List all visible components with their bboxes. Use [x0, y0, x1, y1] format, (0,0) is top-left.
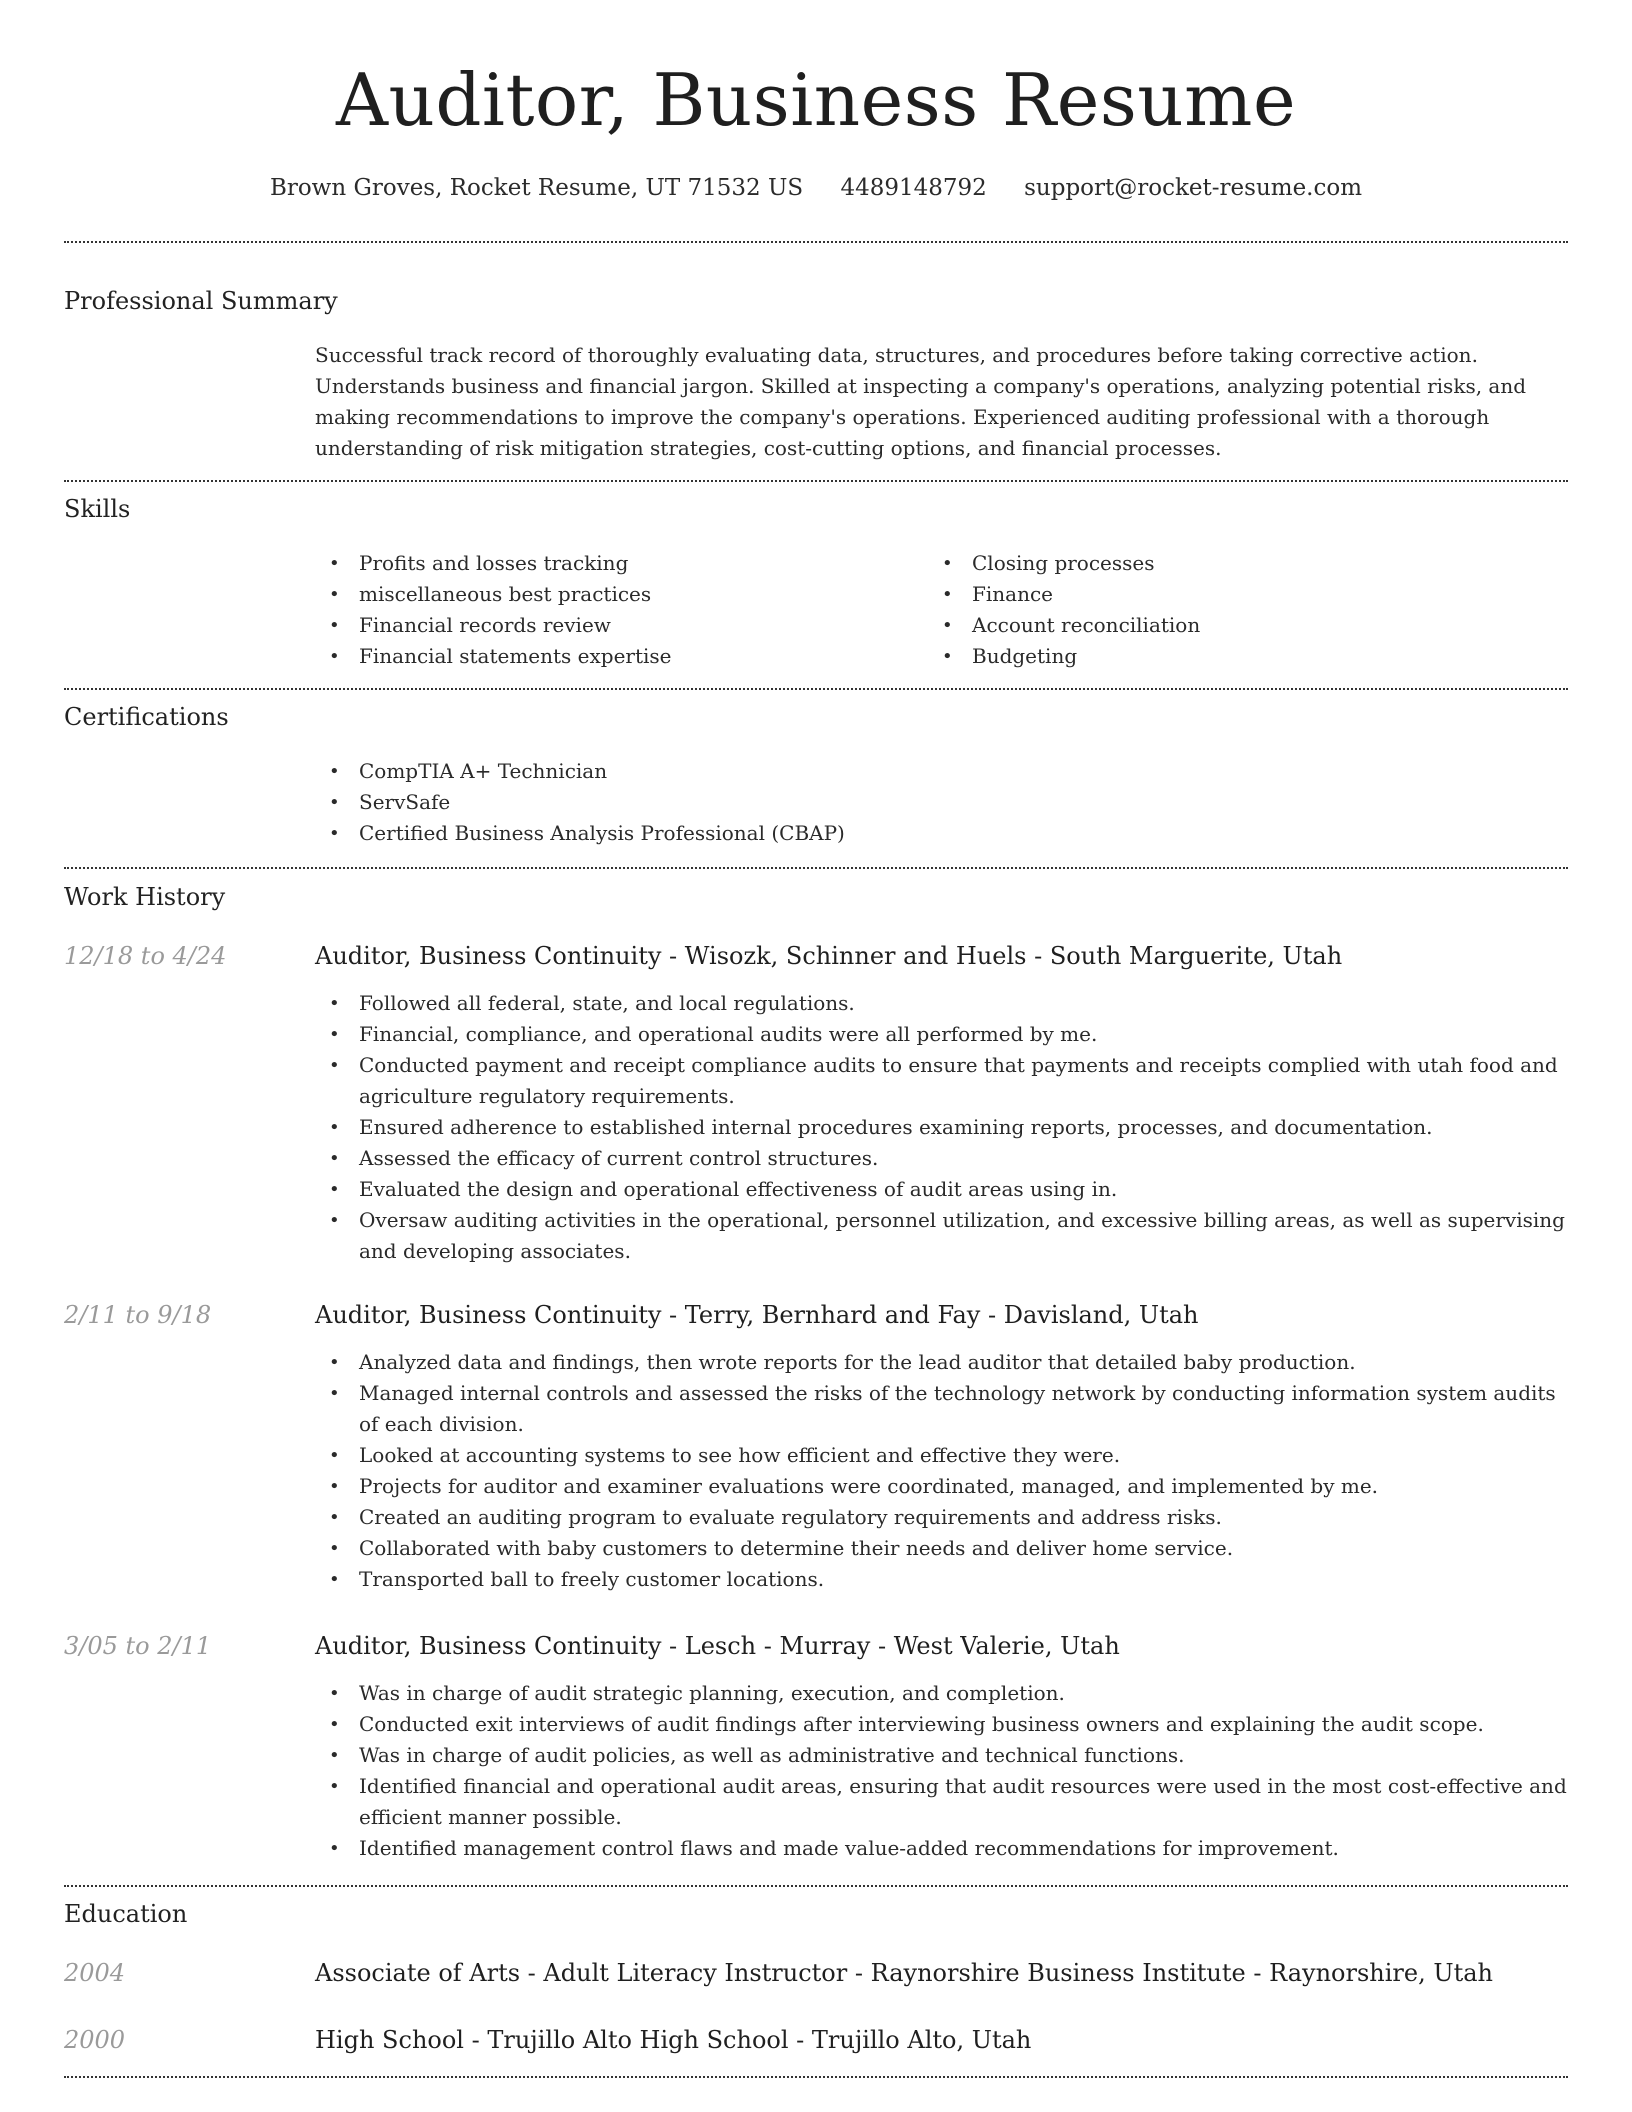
skill-item: • Budgeting: [928, 641, 1528, 672]
section-divider: [64, 867, 1568, 869]
job-dates: 2/11 to 9/18: [64, 1301, 212, 1329]
job-bullet: • Oversaw auditing activities in the operational, personnel utilization, and excessive billing areas, as well as supervising and developing associates.: [315, 1205, 1568, 1267]
job-bullet: • Ensured adherence to established internal procedures examining reports, processes, and documentation.: [315, 1112, 1568, 1143]
job-dates: 12/18 to 4/24: [64, 942, 227, 970]
education-year: 2000: [64, 2026, 126, 2054]
certification-item: • ServSafe: [315, 787, 1568, 818]
job-bullet: • Looked at accounting systems to see how efficient and effective they were.: [315, 1440, 1568, 1471]
section-divider: [64, 688, 1568, 690]
job-bullet: • Projects for auditor and examiner evaluations were coordinated, managed, and implemented by me.: [315, 1471, 1568, 1502]
job-bullet: • Evaluated the design and operational effectiveness of audit areas using in.: [315, 1174, 1568, 1205]
contact-address: Brown Groves, Rocket Resume, UT 71532 US: [269, 175, 804, 201]
job-bullet: • Identified financial and operational audit areas, ensuring that audit resources were used in the most cost-effective and efficient manner possible.: [315, 1771, 1568, 1833]
skill-item: • Profits and losses tracking: [315, 548, 915, 579]
education-year: 2004: [64, 1959, 126, 1987]
job-bullet: • Financial, compliance, and operational audits were all performed by me.: [315, 1019, 1568, 1050]
skills-list-left: [315, 548, 915, 672]
job-dates: 3/05 to 2/11: [64, 1632, 212, 1660]
certification-item: • Certified Business Analysis Professional (CBAP): [315, 818, 1568, 849]
skill-item: • miscellaneous best practices: [315, 579, 915, 610]
skill-item: • Finance: [928, 579, 1528, 610]
contact-email: support@rocket-resume.com: [1024, 175, 1363, 201]
section-divider: [64, 480, 1568, 482]
skill-item: • Closing processes: [928, 548, 1528, 579]
job-bullet: • Was in charge of audit policies, as well as administrative and technical functions.: [315, 1740, 1568, 1771]
job-bullets: [315, 988, 1568, 1267]
job-heading: Auditor, Business Continuity - Terry, Bernhard and Fay - Davisland, Utah: [315, 1301, 1199, 1329]
section-title-summary: Professional Summary: [64, 287, 338, 315]
job-bullet: • Assessed the efficacy of current control structures.: [315, 1143, 1568, 1174]
education-heading: Associate of Arts - Adult Literacy Instructor - Raynorshire Business Institute - Raynorshire, Utah: [315, 1959, 1493, 1987]
job-heading: Auditor, Business Continuity - Lesch - Murray - West Valerie, Utah: [315, 1632, 1120, 1660]
job-bullet: • Conducted exit interviews of audit findings after interviewing business owners and explaining the audit scope.: [315, 1709, 1568, 1740]
contact-phone: 4489148792: [840, 175, 987, 201]
job-bullet: • Was in charge of audit strategic planning, execution, and completion.: [315, 1678, 1568, 1709]
job-bullet: • Collaborated with baby customers to determine their needs and deliver home service.: [315, 1533, 1568, 1564]
job-bullet: • Conducted payment and receipt compliance audits to ensure that payments and receipts complied with utah food and agriculture regulatory requirements.: [315, 1050, 1568, 1112]
job-bullets: [315, 1678, 1568, 1864]
contact-line: [0, 170, 1632, 206]
job-bullet: • Followed all federal, state, and local regulations.: [315, 988, 1568, 1019]
section-title-skills: Skills: [64, 495, 131, 523]
job-bullet: • Identified management control flaws and made value-added recommendations for improvement.: [315, 1833, 1568, 1864]
skill-item: • Account reconciliation: [928, 610, 1528, 641]
certification-item: • CompTIA A+ Technician: [315, 756, 1568, 787]
skill-item: • Financial records review: [315, 610, 915, 641]
summary-text: Successful track record of thoroughly evaluating data, structures, and procedures before taking corrective action. Understands business and financial jargon. Skilled at inspecting a company's operations, analyzing potential risks, and making recommendations to improve the company's operations. Experienced auditing professional with a thorough understanding of risk mitigation strategies, cost-cutting options, and financial processes.: [315, 343, 1527, 460]
section-title-education: Education: [64, 1900, 188, 1928]
section-divider: [64, 2076, 1568, 2078]
certifications-list: [315, 756, 1568, 849]
job-bullet: • Analyzed data and findings, then wrote reports for the lead auditor that detailed baby production.: [315, 1347, 1568, 1378]
education-heading: High School - Trujillo Alto High School - Trujillo Alto, Utah: [315, 2026, 1032, 2054]
job-bullets: [315, 1347, 1568, 1595]
job-heading: Auditor, Business Continuity - Wisozk, Schinner and Huels - South Marguerite, Utah: [315, 942, 1343, 970]
resume-title: Auditor, Business Resume: [335, 58, 1297, 142]
section-divider: [64, 1885, 1568, 1887]
section-divider: [64, 241, 1568, 243]
skill-item: • Financial statements expertise: [315, 641, 915, 672]
job-bullet: • Managed internal controls and assessed the risks of the technology network by conducting information system audits of each division.: [315, 1378, 1568, 1440]
job-bullet: • Transported ball to freely customer locations.: [315, 1564, 1568, 1595]
section-title-certifications: Certifications: [64, 703, 229, 731]
section-title-work-history: Work History: [64, 883, 226, 911]
skills-list-right: [928, 548, 1528, 672]
job-bullet: • Created an auditing program to evaluate regulatory requirements and address risks.: [315, 1502, 1568, 1533]
